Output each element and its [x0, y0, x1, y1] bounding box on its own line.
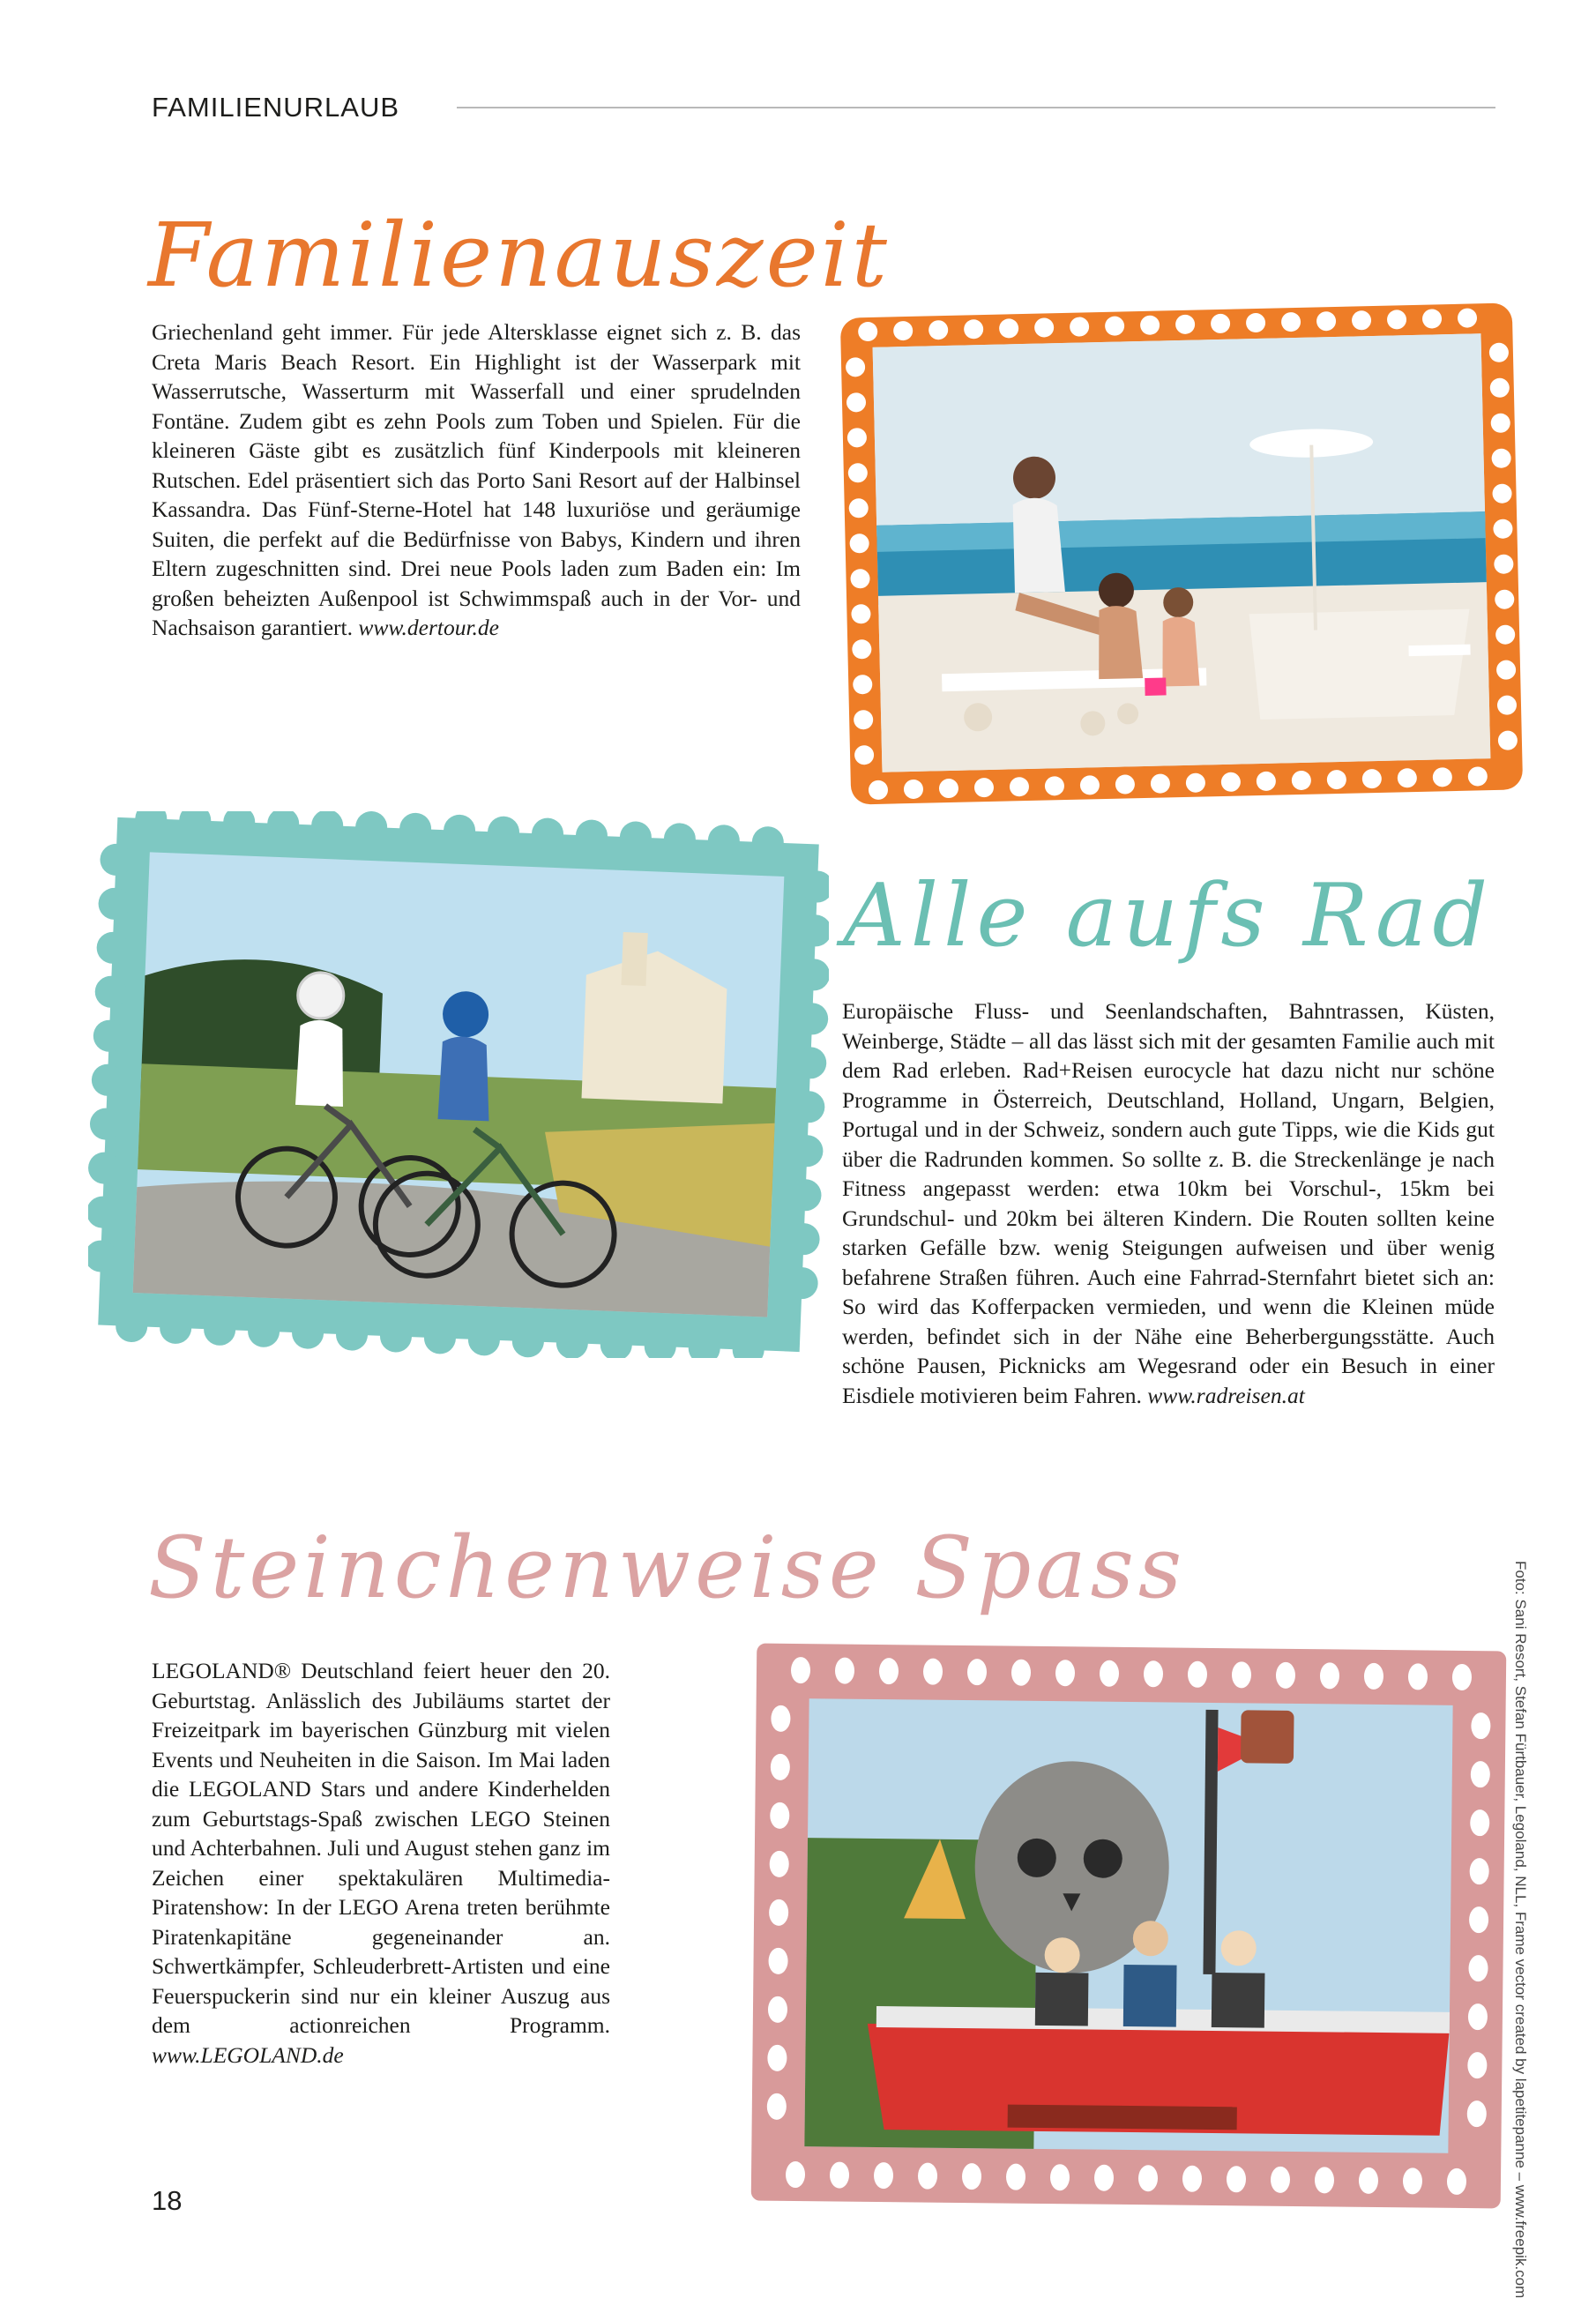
article-body-alle-aufs-rad: [842, 996, 1495, 1410]
bike-photo: [88, 811, 829, 1358]
article-title-steinchenweise-spass: Steinchenweise Spass: [148, 1518, 1187, 1617]
photo-credits: Foto: Sani Resort, Stefan Fürtbauer, Legoland, NLL, Frame vector created by lapetitepanne – www.freepik.com: [1512, 1561, 1529, 2298]
page-number: 18: [152, 2185, 183, 2216]
article-text: Griechenland geht immer. Für jede Altersklasse eignet sich z. B. das Creta Maris Beach Resort. Ein Highlight ist der Wasserpark mit Wasserrutsche, Wasserturm mit Wasserfall und einer sprudelnden Fontäne. Zudem gibt es zehn Pools zum Toben und Spielen. Für die kleineren Gäste gibt es zusätzlich fünf Kinderpools mit kleineren Rutschen. Edel präsentiert sich das Porto Sani Resort auf der Halbinsel Kassandra. Das Fünf-Sterne-Hotel hat 148 luxuriöse und geräumige Suiten, die perfekt auf die Bedürfnisse von Babys, Kindern und ihren Eltern zugeschnitten sind. Drei neue Pools laden zum Baden ein: Im großen beheizten Außenpool ist Schwimmspaß auch in der Vor- und Nachsaison garantiert.: [152, 319, 801, 640]
article-text: Europäische Fluss- und Seenlandschaften, Bahntrassen, Küsten, Weinberge, Städte – all das lässt sich mit der gesamten Familie auch mit dem Rad erleben. Rad+Reisen eurocycle hat dazu nicht nur schöne Programme in Österreich, Deutschland, Holland, Ungarn, Belgien, Portugal und in der Schweiz, sondern auch gute Tipps, wie die Kids gut über die Radrunden kommen. So sollte z. B. die Streckenlänge je nach Fitness angepasst werden: etwa 10km bei Vorschul-, 15km bei Grundschul- und 20km bei älteren Kindern. Die Routen sollten keine starken Gefälle bzw. wenig Steigungen aufweisen und über wenig befahrene Straßen führen. Auch eine Fahrrad-Sternfahrt bietet sich an: So wird das Kofferpacken vermieden, und wenn die Kleinen müde werden, befindet sich in der Nähe eine Beherbergungsstätte. Auch schöne Pausen, Picknicks am Wegesrand oder ein Besuch in einer Eisdiele motivieren beim Fahren.: [842, 998, 1495, 1408]
article-url-link[interactable]: www.LEGOLAND.de: [152, 2041, 344, 2068]
legoland-photo: [745, 1638, 1512, 2213]
article-title-familienauszeit: Familienauszeit: [148, 204, 890, 307]
article-text: LEGOLAND® Deutschland feiert heuer den 20. Geburtstag. Anlässlich des Jubiläums startet der Freizeitpark im bayerischen Günzburg mit vielen Events und Neuheiten in die Saison. Im Mai laden die LEGOLAND Stars und andere Kinderhelden zum Geburtstags-Spaß zwischen LEGO Steinen und Achterbahnen. Juli und August stehen ganz im Zeichen einer spektakulären Multimedia-Piratenshow: In der LEGO Arena treten berühmte Piratenkapitäne gegeneinander an. Schwertkämpfer, Schleuderbrett-Artisten und eine Feuerspuckerin sind nur ein kleiner Auszug aus dem actionreichen Programm.: [152, 1658, 610, 2038]
beach-photo: [833, 298, 1530, 810]
bike-photo-frame: [88, 811, 829, 1358]
header-divider: [457, 107, 1495, 108]
legoland-photo-frame: [745, 1638, 1512, 2213]
beach-photo-frame: [833, 298, 1530, 810]
article-url-link[interactable]: www.dertour.de: [358, 615, 499, 640]
section-label: FAMILIENURLAUB: [152, 92, 400, 123]
article-url-link[interactable]: www.radreisen.at: [1147, 1382, 1305, 1408]
article-body-familienauszeit: [152, 317, 801, 643]
article-title-alle-aufs-rad: Alle aufs Rad: [843, 866, 1494, 966]
article-body-steinchenweise-spass: [152, 1656, 610, 2070]
